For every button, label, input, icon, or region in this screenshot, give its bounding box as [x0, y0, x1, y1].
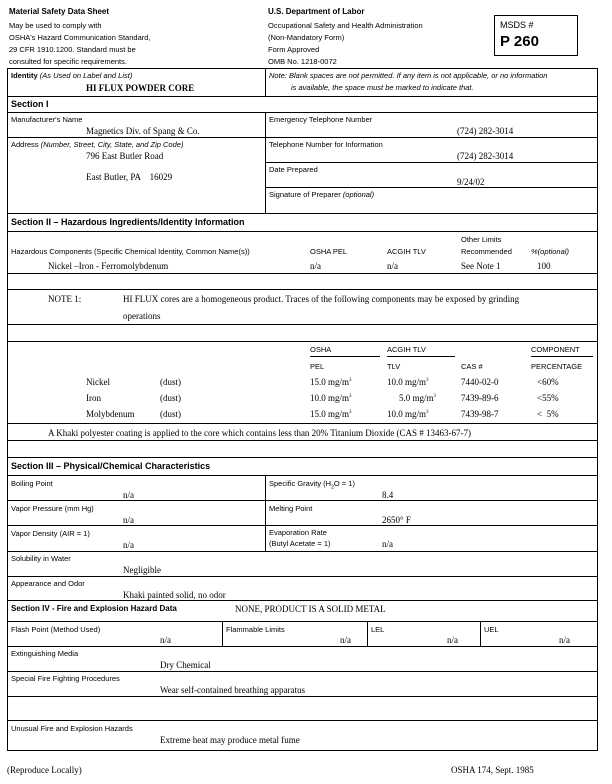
solubility-value: Negligible [123, 565, 161, 575]
signature-label [269, 190, 374, 199]
msds-number-box [494, 15, 578, 56]
note-1-label: NOTE 1: [48, 294, 82, 304]
section-1-title: Section I [11, 99, 49, 109]
row-name: Nickel [86, 377, 110, 387]
boiling-point-label: Boiling Point [11, 479, 53, 488]
address-label-note: (Number, Street, City, State, and Zip Code) [40, 140, 184, 149]
identity-label [11, 71, 132, 80]
address-line-1: 796 East Butler Road [86, 151, 164, 161]
flammable-limits-value: n/a [340, 635, 351, 645]
address-line-2: East Butler, PA 16029 [86, 172, 173, 182]
info-phone-label: Telephone Number for Information [269, 140, 383, 149]
col-percent: %(optional) [531, 247, 569, 256]
agency-line-2: (Non-Mandatory Form) [268, 33, 345, 42]
col-acgih-tlv: ACGIH TLV [387, 247, 426, 256]
component-acgih: n/a [387, 261, 398, 271]
evaporation-rate-value: n/a [382, 539, 393, 549]
info-phone-value: (724) 282-3014 [457, 151, 514, 161]
vapor-pressure-label: Vapor Pressure (mm Hg) [11, 504, 94, 513]
manufacturer-label: Manufacturer's Name [11, 115, 83, 124]
section-4-status: NONE, PRODUCT IS A SOLID METAL [235, 604, 386, 614]
identity-value: HI FLUX POWDER CORE [86, 83, 195, 93]
specific-gravity-label-a: Specific Gravity (H [269, 479, 332, 488]
address-label [11, 140, 183, 149]
component-name: Nickel –Iron - Ferromolybdenum [48, 261, 169, 271]
row-pel [310, 393, 352, 404]
melting-point-value: 2650° F [382, 515, 411, 525]
component-percent: 100 [537, 261, 551, 271]
row-pel [310, 377, 352, 388]
th-cas: CAS # [461, 362, 483, 371]
footer-reproduce: (Reproduce Locally) [7, 765, 82, 775]
row-cas: 7440-02-0 [461, 377, 499, 387]
component-osha: n/a [310, 261, 321, 271]
department-title: U.S. Department of Labor [268, 7, 365, 16]
row-pel-value: 10.0 mg/m [310, 393, 350, 403]
appearance-value: Khaki painted solid, no odor [123, 590, 226, 600]
vapor-density-value: n/a [123, 540, 134, 550]
note-1-text: HI FLUX cores are a homogeneous product. Traces of the following components may be exposed by grinding [123, 294, 520, 304]
footer-form-number: OSHA 174, Sept. 1985 [451, 765, 534, 775]
row-pel [310, 409, 352, 420]
row-tlv-value: 10.0 mg/m [387, 377, 427, 387]
agency-line-4: OMB No. 1218-0072 [268, 57, 337, 66]
compliance-line-3: 29 CFR 1910.1200. Standard must be [9, 45, 136, 54]
vapor-pressure-value: n/a [123, 515, 134, 525]
unusual-hazards-value: Extreme heat may produce metal fume [160, 735, 300, 745]
flash-point-value: n/a [160, 635, 171, 645]
signature-label-text: Signature of Preparer [269, 190, 341, 199]
th-acgih: ACGIH TLV [387, 345, 426, 354]
identity-note-1: Note: Blank spaces are not permitted. If any item is not applicable, or no information [269, 71, 548, 80]
solubility-label: Solubility in Water [11, 554, 71, 563]
row-name: Iron [86, 393, 101, 403]
row-tlv-value: 10.0 mg/m [387, 409, 427, 419]
row-name: Molybdenum [86, 409, 135, 419]
unit-exponent: 3 [426, 410, 429, 415]
melting-point-label: Melting Point [269, 504, 313, 513]
th-component: COMPONENT [531, 345, 580, 354]
evaporation-rate-label-2: (Butyl Acetate = 1) [269, 539, 331, 548]
flammable-limits-label: Flammable Limits [226, 625, 285, 634]
vapor-density-label: Vapor Density (AIR = 1) [11, 529, 90, 538]
uel-label: UEL [484, 625, 499, 634]
special-procedures-value: Wear self-contained breathing apparatus [160, 685, 305, 695]
unit-exponent: 3 [433, 394, 437, 399]
compliance-line-4: consulted for specific requirements. [9, 57, 127, 66]
row-tlv [387, 409, 429, 420]
address-label-text: Address [11, 140, 39, 149]
th-osha: OSHA [310, 345, 332, 354]
th-pel: PEL [310, 362, 325, 371]
row-pct: < 5% [537, 409, 559, 419]
lel-value: n/a [447, 635, 458, 645]
boiling-point-value: n/a [123, 490, 134, 500]
row-pct: <60% [537, 377, 559, 387]
specific-gravity-value: 8.4 [382, 490, 394, 500]
unusual-hazards-label: Unusual Fire and Explosion Hazards [11, 724, 133, 733]
appearance-label: Appearance and Odor [11, 579, 85, 588]
emergency-phone-value: (724) 282-3014 [457, 126, 514, 136]
specific-gravity-label-b: O = 1) [333, 479, 355, 488]
msds-number: P 260 [500, 33, 539, 50]
unit-exponent: 3 [349, 378, 352, 383]
unit-exponent: 3 [426, 378, 429, 383]
row-tlv [399, 393, 436, 404]
row-cas: 7439-98-7 [461, 409, 499, 419]
signature-label-note: (optional) [342, 190, 375, 199]
msds-label: MSDS # [500, 20, 534, 30]
unit-exponent: 3 [349, 394, 352, 399]
identity-label-note: (As Used on Label and List) [39, 71, 133, 80]
identity-label-text: Identity [11, 71, 38, 80]
section-3-title: Section III – Physical/Chemical Characteristics [11, 461, 211, 471]
th-tlv: TLV [387, 362, 401, 371]
agency-line-3: Form Approved [268, 45, 320, 54]
extinguishing-media-value: Dry Chemical [160, 660, 211, 670]
evaporation-rate-label-1: Evaporation Rate [269, 528, 327, 537]
row-pel-value: 15.0 mg/m [310, 377, 350, 387]
date-prepared-label: Date Prepared [269, 165, 318, 174]
th-percentage: PERCENTAGE [531, 362, 583, 371]
row-form: (dust) [160, 377, 181, 387]
date-prepared-value: 9/24/02 [457, 177, 485, 187]
row-pel-value: 15.0 mg/m [310, 409, 350, 419]
manufacturer-value: Magnetics Div. of Spang & Co. [86, 126, 200, 136]
compliance-line-1: May be used to comply with [9, 21, 102, 30]
section-2-title: Section II – Hazardous Ingredients/Identity Information [11, 217, 245, 227]
col-other-limits: Other Limits [461, 235, 502, 244]
flash-point-label: Flash Point (Method Used) [11, 625, 101, 634]
row-tlv [387, 377, 429, 388]
identity-note-2: is available, the space must be marked to indicate that. [291, 83, 474, 92]
component-other: See Note 1 [461, 261, 501, 271]
specific-gravity-label [269, 479, 355, 491]
section-4-title: Section IV - Fire and Explosion Hazard Data [11, 604, 177, 613]
col-hazardous-components: Hazardous Components (Specific Chemical Identity, Common Name(s)) [11, 247, 250, 256]
form-title: Material Safety Data Sheet [9, 7, 110, 16]
col-recommended: Recommended [461, 247, 512, 256]
row-pct: <55% [537, 393, 559, 403]
lel-label: LEL [371, 625, 385, 634]
note-1-text-cont: operations [123, 311, 161, 321]
extinguishing-media-label: Extinguishing Media [11, 649, 79, 658]
uel-value: n/a [559, 635, 570, 645]
coating-note: A Khaki polyester coating is applied to the core which contains less than 20% Titanium Dioxide (CAS # 13463-67-7) [48, 428, 471, 438]
special-procedures-label: Special Fire Fighting Procedures [11, 674, 120, 683]
row-tlv-value: 5.0 mg/m [399, 393, 434, 403]
specific-gravity-label-sub: 2 [331, 484, 334, 491]
agency-line-1: Occupational Safety and Health Administration [268, 21, 423, 30]
row-cas: 7439-89-6 [461, 393, 499, 403]
col-osha-pel: OSHA PEL [310, 247, 348, 256]
unit-exponent: 3 [349, 410, 352, 415]
row-form: (dust) [160, 409, 181, 419]
row-form: (dust) [160, 393, 181, 403]
emergency-phone-label: Emergency Telephone Number [269, 115, 373, 124]
compliance-line-2: OSHA's Hazard Communication Standard, [9, 33, 151, 42]
